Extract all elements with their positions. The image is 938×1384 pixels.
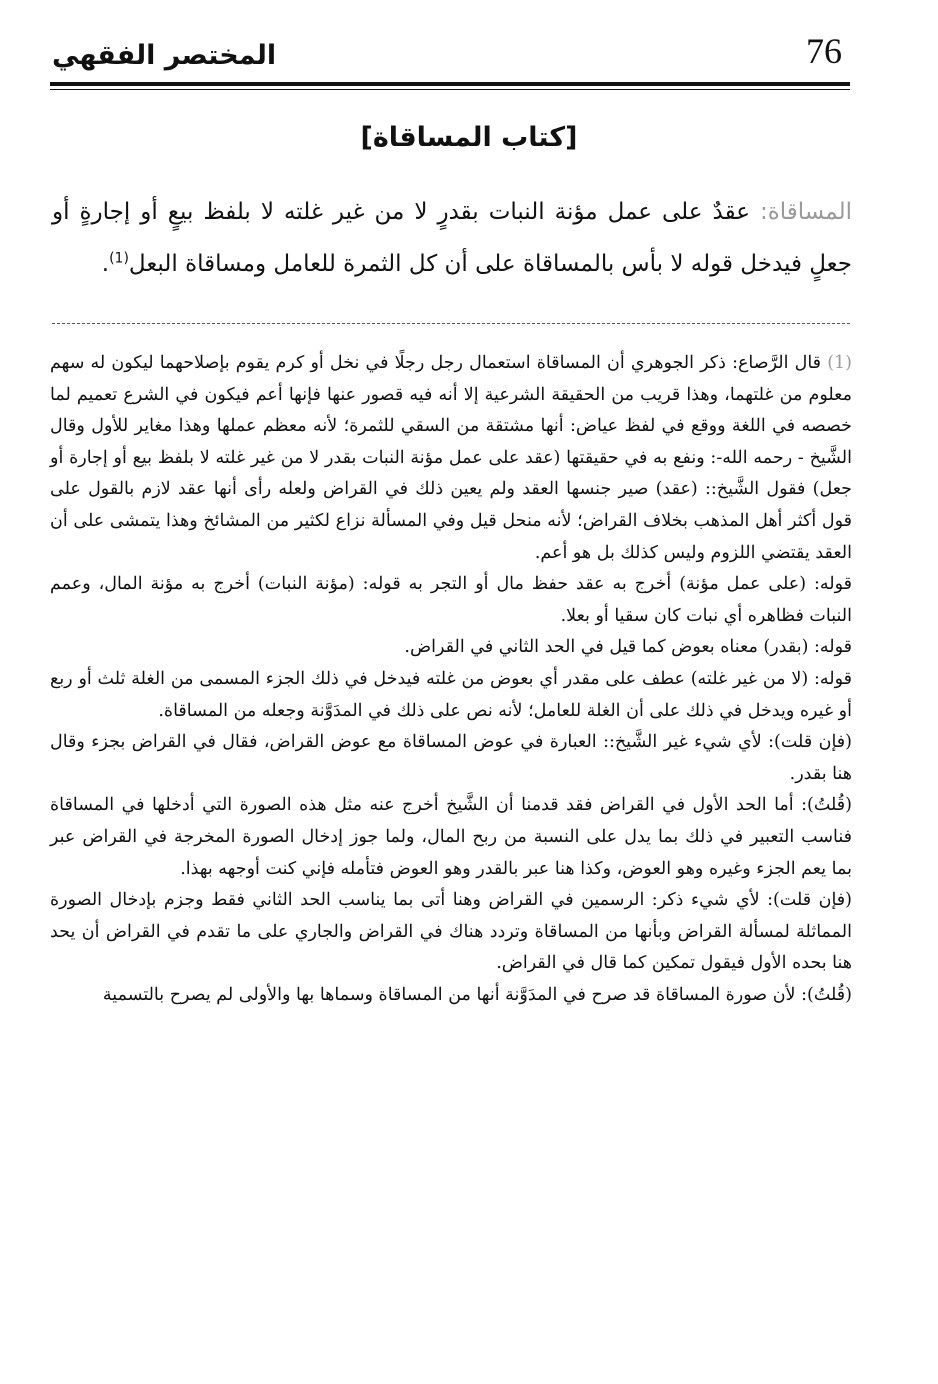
- main-paragraph: [52, 186, 852, 290]
- footnote-reference[interactable]: (1): [109, 250, 129, 267]
- footnote-paragraph-text: قوله: (على عمل مؤنة) أخرج به عقد حفظ مال أو التجر به قوله: (مؤنة النبات) أخرج به مؤنة المال، وعمم النبات فظاهره أي نبات كان سقيا أو بعلا.: [50, 574, 852, 626]
- footnotes: [50, 348, 852, 1011]
- footnote-paragraph-text: قوله: (لا من غير غلته) عطف على مقدر أي بعوض من غلته فيدخل في ذلك الجزء المسمى من الغلة ثلث أو ربع أو غيره ويدخل في ذلك على أن الغلة للعامل؛ لأنه نص على ذلك في المدَوَّنة وجعله من المساقاة.: [50, 668, 852, 721]
- footnote-paragraph: [50, 632, 852, 664]
- footnote-paragraph-text: (قُلتُ): أما الحد الأول في القراض فقد قدمنا أن الشَّيخ أخرج عنه مثل هذه الصورة التي أدخلها في المساقاة فناسب التعبير في ذلك بما يدل على النسبة من ربح المال، ولما جوز إدخال الصورة المخرجة في القراض عبر بما يعم الجزء وغيره وهو العوض، وكذا هنا عبر بالقدر وهو العوض فتأمله فإني كنت أوجهه بهذا.: [50, 795, 852, 879]
- footnote-marker: (1): [827, 353, 852, 373]
- defined-term: المساقاة:: [759, 199, 853, 225]
- header-rule-thin: [50, 89, 850, 90]
- chapter-title: [كتاب المساقاة]: [360, 122, 578, 153]
- footnote-paragraph-text: (قُلتُ): لأن صورة المساقاة قد صرح في المدَوَّنة أنها من المساقاة وسماها بها والأولى لم يصرح بالتسمية: [102, 984, 852, 1005]
- footnote-paragraph-text: (فإن قلت): لأي شيء غير الشَّيخ:: العبارة في عوض المساقاة مع عوض القراض، فقال في القراض بجزء وقال هنا بقدر.: [50, 732, 852, 784]
- definition-end: .: [101, 251, 110, 277]
- footnote-paragraph: [50, 980, 852, 1012]
- definition-text: عقدٌ على عمل مؤنة النبات بقدرٍ لا من غير غلته لا بلفظ بيعٍ أو إجارةٍ أو جعلٍ فيدخل قوله لا بأس بالمساقاة على أن كل الثمرة للعامل ومساقاة البعل: [52, 199, 852, 277]
- running-title: المختصر الفقهي: [52, 40, 277, 71]
- footnote-paragraph-text: (فإن قلت): لأي شيء ذكر: الرسمين في القراض وهنا أتى بما يناسب الحد الثاني فقط وجزم بإدخال الصورة المماثلة لمسألة القراض وبأنها من المساقاة وتردد هناك في القراض والجاري على ما تقدم في القراض أن يحد هنا بحده الأول فيقول تمكين كما قال في القراض.: [50, 890, 852, 974]
- footnote-paragraph: [50, 885, 852, 980]
- footnote-paragraph-text: قوله: (بقدر) معناه بعوض كما قيل في الحد الثاني في القراض.: [404, 637, 852, 658]
- footnote-paragraph: [50, 727, 852, 790]
- header-rule: [50, 82, 850, 86]
- footnote-separator: [52, 323, 850, 324]
- footnote-paragraph: [50, 569, 852, 632]
- footnote-text: قال الرَّصاع: ذكر الجوهري أن المساقاة استعمال رجل رجلًا في نخل أو كرم يقوم بإصلاحهما ليكون له سهم معلوم من غلتهما، وهذا قريب من الحقيقة الشرعية إلا أنه فيه قصور عنها فإنها أعم فيكون في الشرع تعميم لما خصصه في اللغة ووقع في لفظ عياض: أنها مشتقة من السقي للثمرة؛ لأنه معظم عملها وهذا مغاير للأول وقال الشَّيخ - رحمه الله-: ونفع به في حقيقتها (عقد على عمل مؤنة النبات بقدر لا من غير غلته لا بلفظ بيع أو إجارة أو جعل) فقول الشَّيخ:: (عقد) صير جنسها العقد ولم يعين ذلك في القراض ولعله رأى أنها عقد لازم بالقول على قول أكثر أهل المذهب بخلاف القراض؛ لأنه منحل قيل وفي المسألة نزاع لكثير من المشائخ وهذا يتمشى على أن العقد يقتضي اللزوم وليس كذلك بل هو أعم.: [50, 353, 852, 563]
- footnote-1: [50, 348, 852, 569]
- footnote-paragraph: [50, 664, 852, 727]
- page-number: 76: [806, 31, 842, 71]
- footnote-paragraph: [50, 790, 852, 885]
